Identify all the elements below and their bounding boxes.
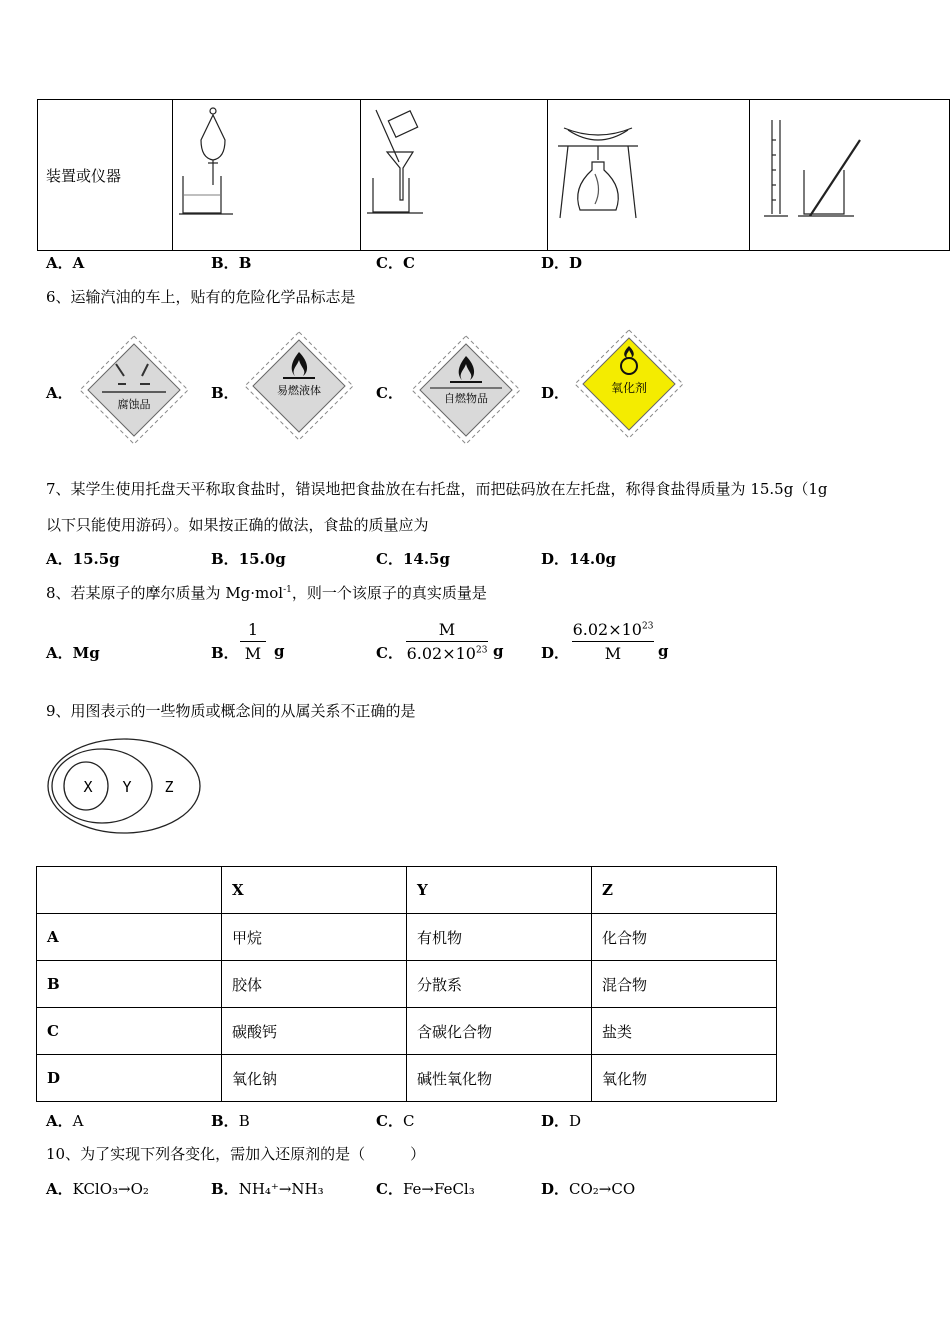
q8-fraction-d: $6.02\times 10^{23}$ M [572, 620, 654, 663]
table-cell: 有机物 [407, 914, 592, 961]
table-row [37, 1008, 777, 1055]
q8-option-c[interactable]: C． [376, 644, 403, 662]
table-row [37, 1055, 777, 1102]
q8-option-d[interactable]: D． [541, 644, 570, 662]
q6-option-a[interactable]: A． [46, 384, 73, 402]
venn-diagram [44, 736, 206, 838]
q7-stem-line2: 以下只能使用游码）。如果按正确的做法，食盐的质量应为 [46, 516, 429, 534]
q10-option-a[interactable]: A．KClO₃→O₂ [46, 1180, 149, 1198]
table-cell: 胶体 [222, 961, 407, 1008]
q9-stem: 9、用图表示的一些物质或概念间的从属关系不正确的是 [46, 702, 416, 720]
sign-text-a: 腐蚀品 [117, 398, 151, 411]
flammable-liquid-sign-icon [243, 330, 355, 442]
q5-option-a[interactable]: A．A [46, 254, 85, 272]
table-cell: 分散系 [407, 961, 592, 1008]
q8-option-b[interactable]: B． [211, 644, 239, 662]
table-header-row [37, 867, 777, 914]
apparatus-table [37, 99, 950, 251]
table-header: Y [407, 867, 592, 914]
venn-y-label: Y [122, 778, 132, 796]
table-cell: C [37, 1008, 222, 1055]
q10-option-b[interactable]: B．NH₄⁺→NH₃ [211, 1180, 324, 1198]
q10-option-c[interactable]: C．Fe→FeCl₃ [376, 1180, 475, 1198]
sign-text-d: 氧化剂 [610, 381, 648, 395]
q9-option-d[interactable]: D．D [541, 1112, 582, 1130]
corrosive-sign-icon [78, 334, 190, 446]
apparatus-cell-d [750, 100, 950, 251]
q5-option-c[interactable]: C．C [376, 254, 415, 272]
q7-option-a[interactable]: A．15.5g [46, 550, 120, 568]
q9-option-a[interactable]: A．A [46, 1112, 84, 1130]
oxidizer-sign-icon [573, 328, 685, 440]
q7-option-c[interactable]: C．14.5g [376, 550, 450, 568]
q5-option-d[interactable]: D．D [541, 254, 583, 272]
q7-option-d[interactable]: D．14.0g [541, 550, 617, 568]
q6-option-c[interactable]: C． [376, 384, 403, 402]
apparatus-cell-b [361, 100, 548, 251]
q9-option-c[interactable]: C．C [376, 1112, 415, 1130]
q7-stem-line1: 7、某学生使用托盘天平称取食盐时，错误地把食盐放在右托盘，而把砝码放在左托盘，称得食盐得质量为 15.5g（1g [46, 480, 828, 498]
table-cell: 含碳化合物 [407, 1008, 592, 1055]
table-header [37, 867, 222, 914]
q9-option-b[interactable]: B．B [211, 1112, 250, 1130]
spontaneous-combustion-sign-icon [410, 334, 522, 446]
table-header: X [222, 867, 407, 914]
table-cell: 氧化钠 [222, 1055, 407, 1102]
table-cell: 甲烷 [222, 914, 407, 961]
table-cell: 碳酸钙 [222, 1008, 407, 1055]
table-cell: 氧化物 [592, 1055, 777, 1102]
q8-stem: 8、若某原子的摩尔质量为 Mg·mol$^{-1}$，则一个该原子的真实质量是 [46, 584, 487, 602]
q6-stem: 6、运输汽油的车上，贴有的危险化学品标志是 [46, 288, 356, 306]
apparatus-cell-c [548, 100, 750, 251]
q8-unit-d: g [658, 642, 669, 660]
q8-fraction-c: M $6.02\times 10^{23}$ [406, 620, 488, 663]
table-header: Z [592, 867, 777, 914]
q5-option-b[interactable]: B．B [211, 254, 252, 272]
filtration-icon [361, 100, 547, 246]
q8-option-a[interactable]: A．Mg [46, 644, 100, 662]
table-cell: 化合物 [592, 914, 777, 961]
classification-table [36, 866, 777, 1102]
q6-option-d[interactable]: D． [541, 384, 570, 402]
venn-y [52, 749, 152, 823]
table-row [37, 961, 777, 1008]
table-cell: 碱性氧化物 [407, 1055, 592, 1102]
table-cell: 混合物 [592, 961, 777, 1008]
q8-unit-b: g [274, 642, 285, 660]
q8-fraction-b: 1 M [240, 620, 266, 663]
table-cell: D [37, 1055, 222, 1102]
table-cell: B [37, 961, 222, 1008]
table-cell: A [37, 914, 222, 961]
q10-stem: 10、为了实现下列各变化，需加入还原剂的是（ ） [46, 1145, 426, 1163]
apparatus-cell-a [173, 100, 361, 251]
sign-text-c: 自燃物品 [444, 392, 488, 405]
graduated-cylinder-icon [750, 100, 949, 246]
table-row [37, 914, 777, 961]
q8-unit-c: g [493, 642, 504, 660]
venn-z-label: Z [164, 778, 174, 796]
q6-option-b[interactable]: B． [211, 384, 239, 402]
venn-x-label: X [83, 778, 93, 796]
separatory-funnel-icon [173, 100, 360, 246]
table-cell: 盐类 [592, 1008, 777, 1055]
q7-option-b[interactable]: B．15.0g [211, 550, 286, 568]
q10-option-d[interactable]: D．CO₂→CO [541, 1180, 636, 1198]
evaporation-icon [548, 100, 749, 246]
apparatus-row-label: 装置或仪器 [38, 100, 173, 251]
sign-text-b: 易燃液体 [277, 384, 321, 397]
